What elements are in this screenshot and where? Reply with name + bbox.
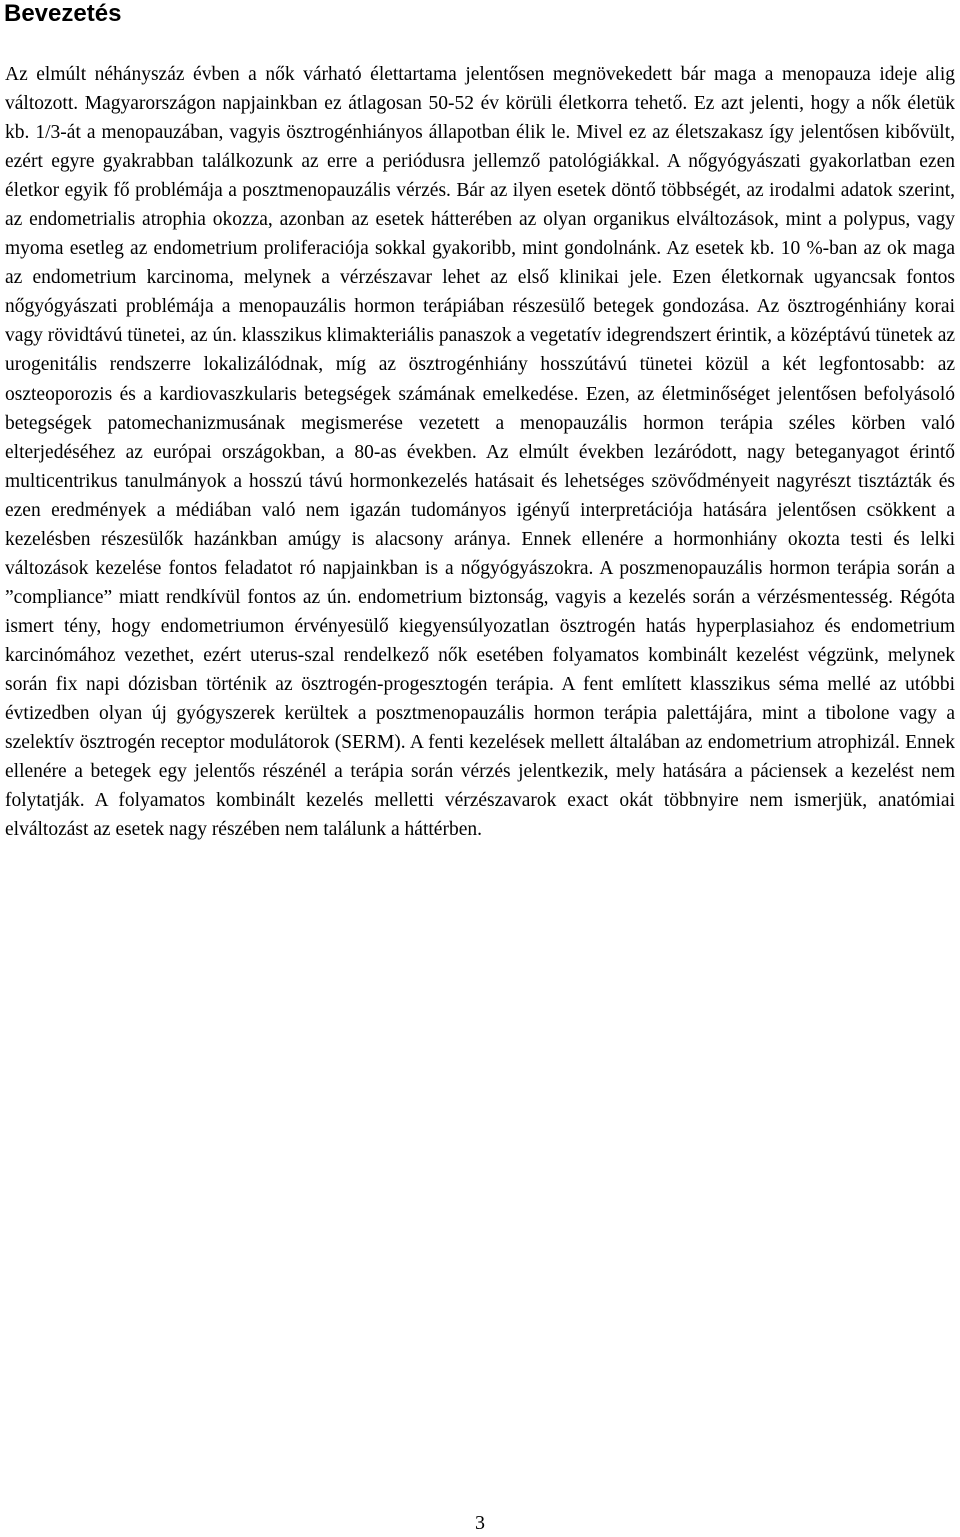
page-number: 3 (475, 1512, 485, 1534)
section-heading: Bevezetés (4, 0, 122, 27)
body-paragraph: Az elmúlt néhányszáz évben a nők várható élettartama jelentősen megnövekedett bár maga a menopauza ideje alig változott. Magyarországon napjainkban ez átlagosan 50-52 év körüli életkorra tehető. Ez azt jelenti, hogy a nők életük kb. 1/3-át a menopauzában, vagyis ösztrogénhiányos állapotban élik le. Mivel ez az életszakasz így jelentősen kibővült, ezért egyre gyakrabban találkozunk az erre a periódusra jellemző patológiákkal. A nőgyógyászati gyakorlatban ezen életkor egyik fő problémája a posztmenopauzális vérzés. Bár az ilyen esetek döntő többségét, az irodalmi adatok szerint, az endometrialis atrophia okozza, azonban az esetek hátterében az olyan organikus elváltozások, mint a polypus, vagy myoma esetleg az endometrium proliferaciója sokkal gyakoribb, mint gondolnánk. Az esetek kb. 10 %-ban az ok maga az endometrium karcinoma, melynek a vérzészavar lehet az első klinikai jele. Ezen életkornak ugyancsak fontos nőgyógyászati problémája a menopauzális hormon terápiában részesülő betegek gondozása. Az ösztrogénhiány korai vagy rövidtávú tünetei, az ún. klasszikus klimakteriális panaszok a vegetatív idegrendszert érintik, a középtávú tünetek az urogenitális rendszerre lokalizálódnak, míg az ösztrogénhiány hosszútávú tünetei közül a két legfontosabb: az oszteoporozis és a kardiovaszkularis betegségek számának emelkedése. Ezen, az életminőséget jelentősen befolyásoló betegségek patomechanizmusának megismerése vezetett a menopauzális hormon terápia széles körben való elterjedéséhez az európai országokban, a 80-as években. Az elmúlt években lezáródott, nagy beteganyagot érintő multicentrikus tanulmányok a hosszú távú hormonkezelés hatásait és lehetséges szövődményeit nagyrészt tisztázták és ezen eredmények a médiában való nem igazán tudományos igényű interpretációja hatására jelentősen csökkent a kezelésben részesülők hazánkban amúgy is alacsony aránya. Ennek ellenére a hormonhiány okozta testi és lelki változások kezelése fontos feladatot ró napjainkban is a nőgyógyászokra. A poszmenopauzális hormon terápia során a ”compliance” miatt rendkívül fontos az ún. endometrium biztonság, vagyis a kezelés során a vérzésmentesség. Régóta ismert tény, hogy endometriumon érvényesülő kiegyensúlyozatlan ösztrogén hatás hyperplasiahoz és endometrium karcinómához vezethet, ezért uterus-szal rendelkező nők esetében folyamatos kombinált kezelést végzünk, melynek során fix napi dózisban történik az ösztrogén-progesztogén terápia. A fent említett klasszikus séma mellé az utóbbi évtizedben olyan új gyógyszerek kerültek a posztmenopauzális hormon terápia palettájára, mint a tibolone vagy a szelektív ösztrogén receptor modulátorok (SERM). A fenti kezelések mellett általában az endometrium atrophizál. Ennek ellenére a betegek egy jelentős részénél a terápia során vérzés jelentkezik, mely hatására a páciensek a kezelést nem folytatják. A folyamatos kombinált kezelés melletti vérzészavarok exact okát többnyire nem ismerjük, anatómiai elváltozást az esetek nagy részében nem találunk a háttérben. (5, 64, 955, 841)
